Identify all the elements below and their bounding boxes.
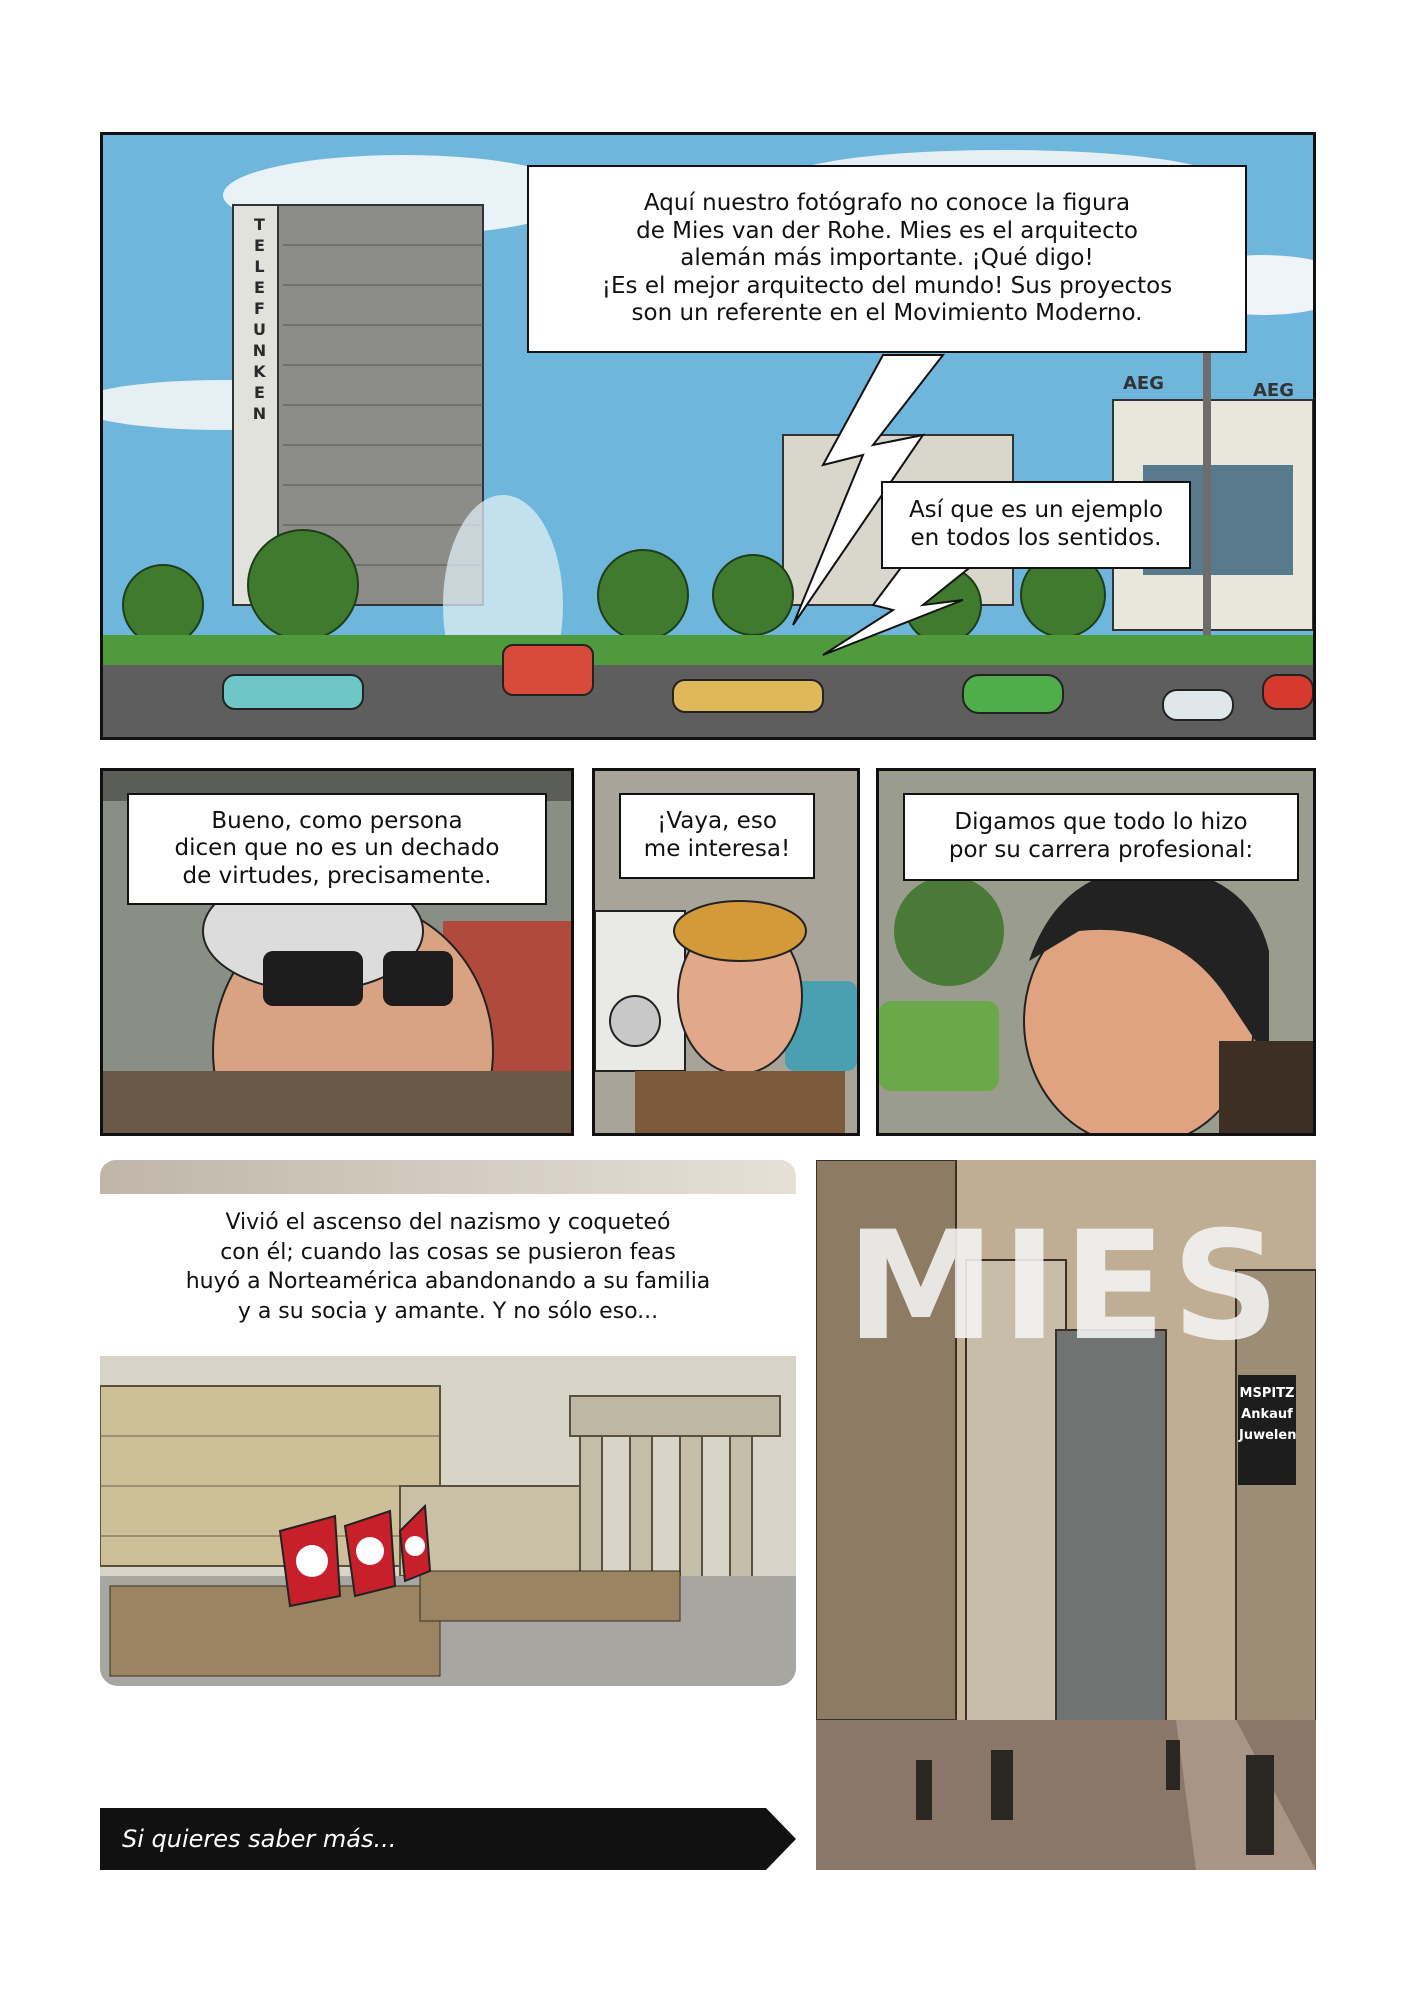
- learn-more-banner[interactable]: [100, 1808, 796, 1870]
- speech-bubble-reply: [881, 481, 1191, 569]
- bubble-line: me interesa!: [643, 836, 791, 862]
- store-sign-left: AEG: [1123, 373, 1165, 394]
- parade-illustration: [100, 1356, 796, 1686]
- bubble-line: Aquí nuestro fotógrafo no conoce la figura: [643, 190, 1131, 217]
- caption-line: y a su socia y amante. Y no sólo eso...: [237, 1299, 659, 1325]
- store-sign-right: AEG: [1253, 380, 1295, 401]
- caption-nazism: [100, 1208, 796, 1327]
- speech-bubble-driver: [127, 793, 547, 905]
- panel-photographer: [592, 768, 860, 1136]
- panel-mies-cover: [816, 1160, 1316, 1870]
- bubble-line: Así que es un ejemplo: [908, 497, 1164, 524]
- shop-sign-line: MSPITZ: [1239, 1386, 1295, 1401]
- panel-dark-haired-man: [876, 768, 1316, 1136]
- panel-city-square: [100, 132, 1316, 740]
- speech-bubble-man: [903, 793, 1299, 881]
- caption-line: con él; cuando las cosas se pusieron feas: [220, 1239, 676, 1265]
- bubble-line: de virtudes, precisamente.: [182, 862, 492, 889]
- panel-parade-caption: [100, 1160, 796, 1194]
- cover-title: MIES: [846, 1200, 1286, 1374]
- caption-line: huyó a Norteamérica abandonando a su familia: [185, 1269, 711, 1295]
- shop-sign-line: Juwelen: [1239, 1427, 1297, 1443]
- shop-sign: [1239, 1384, 1295, 1446]
- bubble-line: ¡Es el mejor arquitecto del mundo! Sus proyectos: [601, 272, 1173, 299]
- tower-sign: TELEFUNKEN: [250, 215, 269, 425]
- speech-bubble-photographer: [619, 793, 815, 879]
- bubble-line: en todos los sentidos.: [910, 525, 1162, 551]
- speech-bubble-guide: [527, 165, 1247, 353]
- learn-more-label: Si quieres saber más...: [122, 1825, 397, 1853]
- bubble-line: Digamos que todo lo hizo: [954, 809, 1248, 836]
- caption-line: Vivió el ascenso del nazismo y coqueteó: [225, 1210, 671, 1235]
- panel-driver: [100, 768, 574, 1136]
- panel-parade: [100, 1356, 796, 1686]
- bubble-line: ¡Vaya, eso: [657, 808, 777, 835]
- bubble-line: por su carrera profesional:: [948, 837, 1254, 863]
- bubble-line: dicen que no es un dechado: [174, 835, 500, 862]
- bubble-line: son un referente en el Movimiento Moderno.: [631, 300, 1143, 327]
- bubble-line: de Mies van der Rohe. Mies es el arquitecto: [636, 217, 1138, 244]
- bubble-line: alemán más importante. ¡Qué digo!: [680, 245, 1094, 272]
- bubble-line: Bueno, como persona: [211, 807, 463, 834]
- shop-sign-line: Ankauf: [1241, 1406, 1293, 1422]
